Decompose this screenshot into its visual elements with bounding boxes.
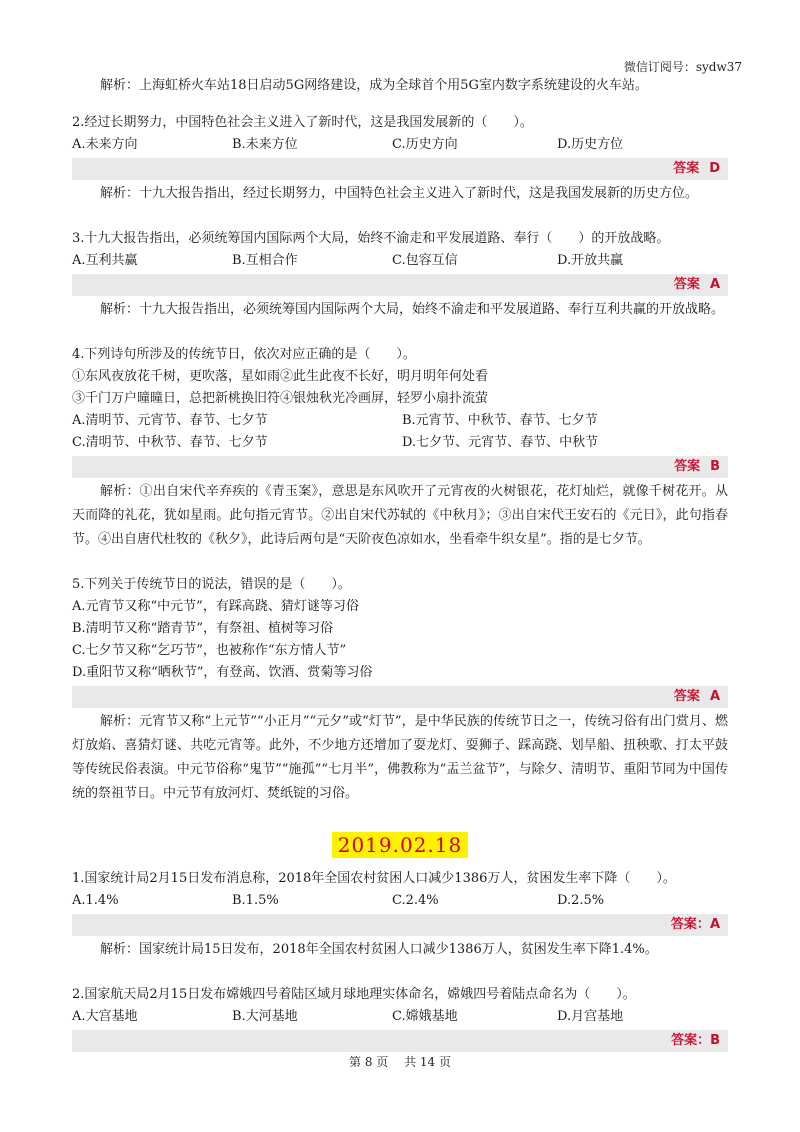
answer-value: B (710, 459, 720, 474)
question (72, 574, 728, 806)
answer-label: 答案 (674, 459, 701, 474)
option-b: B.元宵节、中秋节、春节、七夕节 (402, 413, 598, 428)
date-banner (72, 832, 728, 858)
question-stem: 2.国家航天局2月15日发布嫦娥四号着陆区域月球地理实体命名，嫦娥四号着陆点命名为（ ）。 (72, 987, 636, 1002)
options (72, 410, 728, 454)
page-footer (0, 1053, 800, 1070)
option-a: A.元宵节又称“中元节”，有踩高跷、猜灯谜等习俗 (72, 599, 359, 614)
answer-bar (72, 274, 728, 296)
analysis-text: 解析：国家统计局15日发布，2018年全国农村贫困人口减少1386万人，贫困发生率下降1.4%。 (100, 942, 658, 957)
answer-value: A (709, 277, 720, 292)
option-d: D.2.5% (557, 893, 605, 908)
options (72, 134, 728, 156)
question-stem: 3.十九大报告指出，必须统筹国内国际两个大局，始终不渝走和平发展道路、奉行（ ）的开放战略。 (72, 231, 670, 246)
page-number: 第 8 页 (349, 1055, 389, 1069)
option-d: D.七夕节、元宵节、春节、中秋节 (402, 435, 599, 450)
answer-label: 答案 (673, 689, 700, 704)
option-d: D.月宫基地 (557, 1009, 624, 1024)
option-a: A.清明节、元宵节、春节、七夕节 (72, 413, 268, 428)
option-a: A.未来方向 (72, 137, 138, 152)
option-b: B.清明节又称“踏青节”，有祭祖、植树等习俗 (72, 621, 333, 636)
question (72, 228, 728, 322)
question-stem: 1.国家统计局2月15日发布消息称，2018年全国农村贫困人口减少1386万人，贫困发生率下降（ ）。 (72, 871, 676, 886)
content (72, 74, 728, 1054)
option-c: C.七夕节又称“乞巧节”，也被称作“东方情人节” (72, 643, 347, 658)
answer-label: 答案 (673, 161, 700, 176)
answer-value: A (709, 689, 720, 704)
question-stem: 4.下列诗句所涉及的传统节日，依次对应正确的是（ ）。 (72, 347, 416, 362)
option-d: D.开放共赢 (557, 253, 624, 268)
answer-bar (72, 1030, 728, 1052)
question (72, 344, 728, 552)
answer-label: 答案： (671, 1033, 711, 1048)
date-banner-text: 2019.02.18 (332, 832, 469, 858)
answer-value: D (709, 161, 720, 176)
option-a: A.1.4% (72, 893, 119, 908)
analysis-text: 解析：元宵节又称“上元节”“小正月”“元夕”或“灯节”，是中华民族的传统节日之一，传统习俗有出门赏月、燃灯放焰、喜猜灯谜、共吃元宵等。此外，不少地方还增加了耍龙灯、耍狮子、踩高跷、划旱船、扭秧歌、打太平鼓等传统民俗表演。中元节俗称“鬼节”“施孤”“七月半”，佛教称为“盂兰盆节”，与除夕、清明节、重阳节同为中国传统的祭祖节日。中元节有放河灯、焚纸锭的习俗。 (72, 714, 728, 801)
answer-bar (72, 686, 728, 708)
answer-value: A (709, 917, 720, 932)
question (72, 984, 728, 1052)
option-b: B.1.5% (232, 893, 279, 908)
wechat-id: 微信订阅号：sydw37 (623, 60, 742, 74)
question-stem: 2.经过长期努力，中国特色社会主义进入了新时代，这是我国发展新的（ ）。 (72, 115, 533, 130)
analysis-text: 解析：①出自宋代辛弃疾的《青玉案》，意思是东风吹开了元宵夜的火树银花，花灯灿烂，就像千树花开。从天而降的礼花，犹如星雨。此句指元宵节。②出自宋代苏轼的《中秋月》；③出自宋代王安石的《元日》，此句指春节。④出自唐代杜牧的《秋夕》，此诗后两句是“天阶夜色凉如水，坐看牵牛织女星”。指的是七夕节。 (72, 484, 728, 547)
option-c: C.历史方向 (392, 137, 458, 152)
option-d: D.历史方位 (557, 137, 624, 152)
options (72, 1006, 728, 1028)
question-stem: 5.下列关于传统节日的说法，错误的是（ ）。 (72, 577, 351, 592)
poem-line: ③千门万户曈曈日，总把新桃换旧符④银烛秋光冷画屏，轻罗小扇扑流萤 (72, 391, 489, 406)
answer-bar (72, 158, 728, 180)
answer-label: 答案 (673, 277, 700, 292)
option-c: C.嫦娥基地 (392, 1009, 458, 1024)
option-b: B.未来方位 (232, 137, 298, 152)
option-c: C.2.4% (392, 893, 439, 908)
options (72, 250, 728, 272)
analysis-text: 解析：上海虹桥火车站18日启动5G网络建设，成为全球首个用5G室内数字系统建设的火车站。 (100, 78, 648, 93)
analysis-text: 解析：十九大报告指出，必须统筹国内国际两个大局，始终不渝走和平发展道路、奉行互利共赢的开放战略。 (100, 302, 725, 317)
option-b: B.互相合作 (232, 253, 298, 268)
answer-label: 答案： (670, 917, 710, 932)
option-c: C.清明节、中秋节、春节、七夕节 (72, 435, 268, 450)
option-d: D.重阳节又称“晒秋节”，有登高、饮酒、赏菊等习俗 (72, 665, 373, 680)
option-b: B.大河基地 (232, 1009, 298, 1024)
options (72, 596, 728, 684)
answer-bar (72, 456, 728, 478)
option-a: A.大宫基地 (72, 1009, 138, 1024)
analysis-text: 解析：十九大报告指出，经过长期努力，中国特色社会主义进入了新时代，这是我国发展新的历史方位。 (100, 186, 699, 201)
question (72, 112, 728, 206)
answer-value: B (710, 1033, 720, 1048)
poem-line: ①东风夜放花千树，更吹落，星如雨②此生此夜不长好，明月明年何处看 (72, 369, 489, 384)
answer-bar (72, 914, 728, 936)
options (72, 890, 728, 912)
option-a: A.互利共赢 (72, 253, 138, 268)
question (72, 868, 728, 962)
page-total: 共 14 页 (404, 1055, 451, 1069)
option-c: C.包容互信 (392, 253, 458, 268)
